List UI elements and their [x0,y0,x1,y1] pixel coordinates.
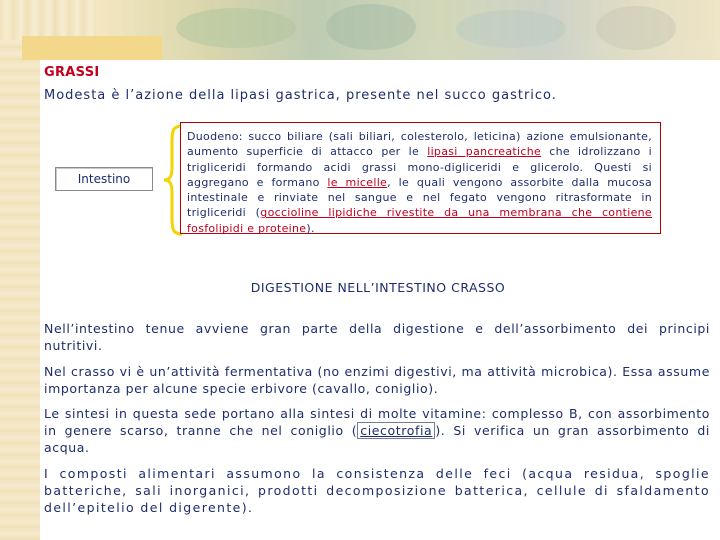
slide-subtitle: Modesta è l’azione della lipasi gastrica, presente nel succo gastrico. [44,88,557,103]
duodeno-text-part4: ). [306,221,315,235]
lipasi-pancreatiche-term: lipasi pancreatiche [427,145,542,159]
paragraph-sintesi-part2: ). Si verifica un gran assorbimento di acqua. [44,423,710,455]
ciecotrofia-link[interactable]: ciecotrofia [357,422,435,439]
micelle-term: le micelle [327,175,388,189]
paragraph-feci: I composti alimentari assumono la consistenza delle feci (acqua residua, spoglie batteriche, sali inorganici, prodotti decomposizione batterica, cellule di sfaldamento dell’epitelio del digerente). [44,466,710,515]
duodeno-text-part3: , le quali vengono assorbite dalla mucosa intestinale e rinviate nel sangue e nel fegato vengono ritrasformate in trigliceridi ( [187,175,652,220]
intestino-label-box [55,167,153,191]
goccioline-lipidiche-term: goccioline lipidiche rivestite da una membrana che contiene fosfolipidi e proteine [187,206,652,235]
title-accent-bar [22,36,162,60]
duodeno-text-part1: Duodeno: succo biliare (sali biliari, colesterolo, leticina) azione emulsionante, aumento superficie di attacco per le [187,130,652,159]
duodeno-text-part2: che idrolizzano i trigliceridi formando acidi grassi mono-digliceridi e glicerolo. Questi si aggregano e formano [187,145,652,189]
parchment-left-strip [0,0,40,540]
section-heading: DIGESTIONE NELL’INTESTINO CRASSO [250,280,506,295]
intestino-label: Intestino [77,172,131,186]
duodeno-description-box [180,122,661,234]
decorative-banner [96,0,720,60]
slide-title: GRASSI [44,65,100,80]
paragraph-sintesi-part1: Le sintesi in questa sede portano alla sintesi di molte vitamine: complesso B, con assorbimento in genere scarso, tranne che nel coniglio ( [44,406,710,438]
paragraph-intestino-tenue: Nell’intestino tenue avviene gran parte della digestione e dell’assorbimento dei principi nutritivi. [44,321,710,353]
paragraph-sintesi-vitamine [44,405,710,456]
paragraph-crasso-fermentazione: Nel crasso vi è un’attività fermentativa (no enzimi digestivi, ma attività microbica). Essa assume importanza per alcune specie erbivore (cavallo, coniglio). [44,364,710,396]
